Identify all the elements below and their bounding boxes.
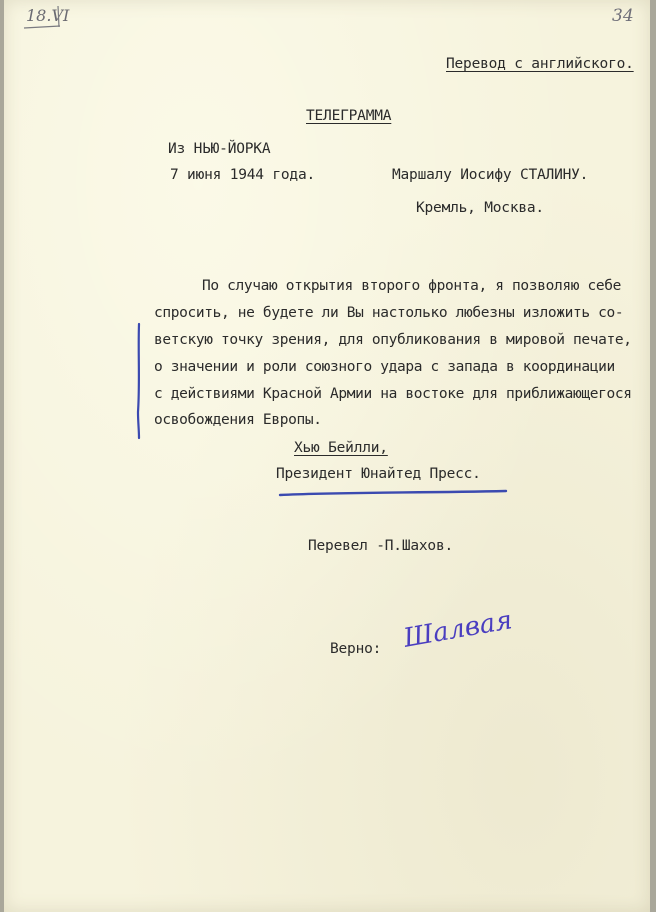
verification-signature: Шалвая: [401, 605, 515, 654]
date-line: 7 июня 1944 года.: [170, 167, 316, 183]
margin-note-box: [22, 4, 62, 30]
signatory-title: Президент Юнайтед Пресс.: [276, 466, 481, 482]
signatory-name: Хью Бейлли,: [294, 440, 388, 456]
body-line: о значении и роли союзного удара с запада в координации: [154, 359, 615, 375]
document-title: ТЕЛЕГРАММА: [306, 108, 392, 124]
signature-pencil-underline: [278, 486, 510, 500]
verification-label: Верно:: [330, 641, 382, 657]
document-page: [4, 0, 650, 912]
margin-pencil-mark: [132, 322, 146, 440]
body-line: спросить, не будете ли Вы настолько любезны изложить со-: [154, 305, 624, 321]
body-line: с действиями Красной Армии на востоке для приближающегося: [154, 386, 632, 402]
page-number: 34: [612, 6, 634, 26]
translation-note: Перевод с английского.: [446, 56, 634, 72]
body-line: освобождения Европы.: [154, 412, 322, 428]
body-line: ветскую точку зрения, для опубликования в мировой печате,: [154, 332, 632, 348]
recipient-line: Маршалу Иосифу СТАЛИНУ.: [392, 167, 589, 183]
origin-line: Из НЬЮ-ЙОРКА: [168, 141, 271, 157]
address-line: Кремль, Москва.: [416, 200, 544, 216]
body-line: По случаю открытия второго фронта, я позволяю себе: [202, 278, 621, 294]
margin-note-text: 18.VI: [26, 6, 70, 25]
translator-line: Перевел -П.Шахов.: [308, 538, 454, 554]
